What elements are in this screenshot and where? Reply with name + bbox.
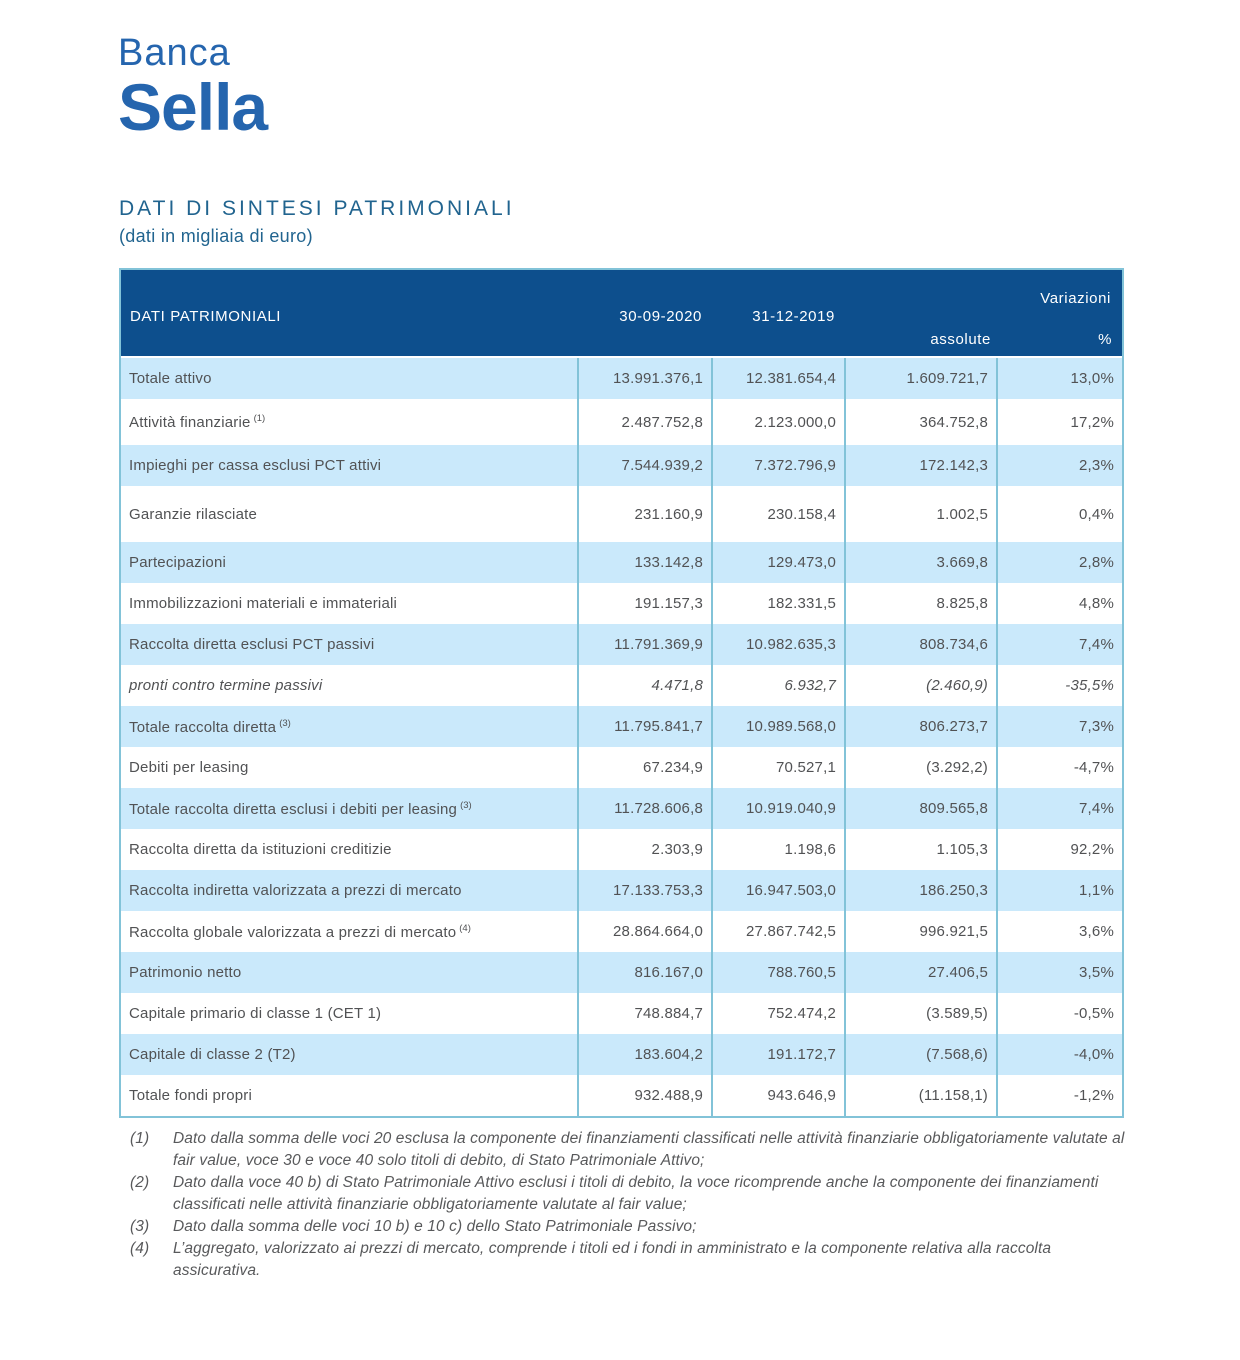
row-label — [121, 1034, 578, 1075]
table-body — [121, 358, 1122, 1116]
value-variazione-assoluta: 172.142,3 — [845, 445, 997, 486]
value-2020: 133.142,8 — [578, 542, 712, 583]
row-label — [121, 911, 578, 952]
value-variazione-percent: 2,3% — [997, 445, 1122, 486]
bank-logo — [118, 32, 268, 144]
row-label — [121, 706, 578, 747]
value-variazione-assoluta: 27.406,5 — [845, 952, 997, 993]
row-label — [121, 445, 578, 486]
value-variazione-assoluta: (7.568,6) — [845, 1034, 997, 1075]
table-row — [121, 665, 1122, 706]
value-2020: 11.728.606,8 — [578, 788, 712, 829]
value-variazione-percent: 3,6% — [997, 911, 1122, 952]
row-label — [121, 486, 578, 542]
value-variazione-assoluta: 808.734,6 — [845, 624, 997, 665]
row-label-text: Raccolta diretta esclusi PCT passivi — [129, 636, 375, 653]
value-2020: 4.471,8 — [578, 665, 712, 706]
value-variazione-assoluta: 809.565,8 — [845, 788, 997, 829]
value-variazione-assoluta: 1.105,3 — [845, 829, 997, 870]
value-variazione-assoluta: (11.158,1) — [845, 1075, 997, 1116]
table-row — [121, 1034, 1122, 1075]
value-variazione-percent: 4,8% — [997, 583, 1122, 624]
footnote-ref: (1) — [253, 413, 266, 424]
footnote-number: (2) — [130, 1174, 150, 1191]
value-variazione-assoluta: 1.609.721,7 — [845, 358, 997, 399]
row-label-text: Capitale di classe 2 (T2) — [129, 1046, 296, 1063]
value-2020: 2.487.752,8 — [578, 399, 712, 445]
row-label-text: Capitale primario di classe 1 (CET 1) — [129, 1005, 382, 1022]
value-2020: 7.544.939,2 — [578, 445, 712, 486]
value-variazione-percent: 2,8% — [997, 542, 1122, 583]
table-row — [121, 870, 1122, 911]
table-row — [121, 747, 1122, 788]
value-2019: 12.381.654,4 — [712, 358, 845, 399]
value-2020: 28.864.664,0 — [578, 911, 712, 952]
value-2019: 16.947.503,0 — [712, 870, 845, 911]
row-label-text: Partecipazioni — [129, 554, 227, 571]
table-row — [121, 445, 1122, 486]
header-variazioni: Variazioni — [1040, 290, 1111, 307]
value-variazione-percent: -1,2% — [997, 1075, 1122, 1116]
footnote-number: (4) — [130, 1240, 150, 1257]
balance-sheet-table — [119, 268, 1124, 1118]
row-label-text: Garanzie rilasciate — [129, 505, 258, 523]
value-2019: 7.372.796,9 — [712, 445, 845, 486]
table-row — [121, 583, 1122, 624]
value-variazione-assoluta: (3.589,5) — [845, 993, 997, 1034]
row-label-text: Totale raccolta diretta esclusi i debiti per leasing — [129, 800, 458, 818]
value-variazione-percent: 3,5% — [997, 952, 1122, 993]
table-row — [121, 1075, 1122, 1116]
row-label-text: Attività finanziarie — [129, 414, 251, 431]
header-date-2019: 31-12-2019 — [752, 308, 835, 325]
table-row — [121, 911, 1122, 952]
row-label — [121, 399, 578, 445]
row-label — [121, 788, 578, 829]
data-table — [121, 358, 1122, 1116]
value-2020: 11.791.369,9 — [578, 624, 712, 665]
value-2019: 70.527,1 — [712, 747, 845, 788]
value-2019: 943.646,9 — [712, 1075, 845, 1116]
footnote-item — [130, 1238, 1128, 1282]
footnote-text: Dato dalla somma delle voci 20 esclusa la componente dei finanziamenti classificati nelle attività finanziarie obbligatoriamente valutate al fair value, voce 30 e voce 40 solo titoli di debito, di Stato Patrimoniale Attivo; — [173, 1130, 1125, 1169]
row-label-text: Immobilizzazioni materiali e immateriali — [129, 595, 398, 612]
value-2020: 17.133.753,3 — [578, 870, 712, 911]
row-label — [121, 829, 578, 870]
value-variazione-percent: 0,4% — [997, 486, 1122, 542]
value-2019: 752.474,2 — [712, 993, 845, 1034]
row-label-text: Raccolta indiretta valorizzata a prezzi di mercato — [129, 882, 462, 899]
footnote-text: Dato dalla voce 40 b) di Stato Patrimoniale Attivo esclusi i titoli di debito, la voce ricomprende anche la componente dei finanziamenti classificati nelle attività finanziarie obbligatoriamente valutate al fair value; — [173, 1174, 1099, 1213]
value-2020: 13.991.376,1 — [578, 358, 712, 399]
value-variazione-assoluta: 186.250,3 — [845, 870, 997, 911]
row-label-text: pronti contro termine passivi — [129, 677, 323, 694]
value-2020: 748.884,7 — [578, 993, 712, 1034]
value-2019: 27.867.742,5 — [712, 911, 845, 952]
row-label-text: Totale fondi propri — [129, 1087, 253, 1104]
value-variazione-assoluta: (2.460,9) — [845, 665, 997, 706]
table-row — [121, 542, 1122, 583]
footnote-number: (3) — [130, 1218, 150, 1235]
value-variazione-percent: -4,7% — [997, 747, 1122, 788]
footnotes — [130, 1128, 1128, 1282]
value-2019: 2.123.000,0 — [712, 399, 845, 445]
value-2019: 10.982.635,3 — [712, 624, 845, 665]
row-label — [121, 358, 578, 399]
row-label — [121, 583, 578, 624]
table-row — [121, 788, 1122, 829]
table-row — [121, 952, 1122, 993]
value-2019: 182.331,5 — [712, 583, 845, 624]
row-label-text: Totale attivo — [129, 370, 212, 387]
footnote-number: (1) — [130, 1130, 150, 1147]
table-row — [121, 399, 1122, 445]
row-label-text: Raccolta diretta da istituzioni creditizie — [129, 841, 392, 858]
footnote-ref: (4) — [459, 922, 471, 934]
value-2020: 183.604,2 — [578, 1034, 712, 1075]
footnote-item — [130, 1216, 1128, 1238]
table-row — [121, 706, 1122, 747]
value-variazione-percent: 1,1% — [997, 870, 1122, 911]
row-label-text: Totale raccolta diretta — [129, 718, 277, 736]
row-label-text: Impieghi per cassa esclusi PCT attivi — [129, 457, 382, 474]
footnote-ref: (3) — [460, 799, 472, 811]
value-2020: 2.303,9 — [578, 829, 712, 870]
value-variazione-assoluta: 364.752,8 — [845, 399, 997, 445]
value-variazione-percent: 7,4% — [997, 624, 1122, 665]
value-2019: 191.172,7 — [712, 1034, 845, 1075]
value-2020: 932.488,9 — [578, 1075, 712, 1116]
row-label — [121, 993, 578, 1034]
value-2019: 6.932,7 — [712, 665, 845, 706]
logo-text-sella: Sella — [118, 70, 268, 144]
table-row — [121, 486, 1122, 542]
value-variazione-assoluta: 996.921,5 — [845, 911, 997, 952]
value-2019: 10.919.040,9 — [712, 788, 845, 829]
row-label — [121, 1075, 578, 1116]
value-variazione-percent: 7,4% — [997, 788, 1122, 829]
value-2019: 129.473,0 — [712, 542, 845, 583]
footnote-ref: (3) — [279, 717, 291, 729]
value-2020: 11.795.841,7 — [578, 706, 712, 747]
row-label — [121, 952, 578, 993]
header-dati-patrimoniali: DATI PATRIMONIALI — [130, 308, 282, 325]
value-variazione-percent: 92,2% — [997, 829, 1122, 870]
footnote-item — [130, 1172, 1128, 1216]
page-title: DATI DI SINTESI PATRIMONIALI — [119, 197, 515, 220]
row-label — [121, 542, 578, 583]
value-2020: 191.157,3 — [578, 583, 712, 624]
row-label-text: Raccolta globale valorizzata a prezzi di mercato — [129, 923, 457, 941]
value-2020: 231.160,9 — [578, 486, 712, 542]
value-2019: 10.989.568,0 — [712, 706, 845, 747]
value-variazione-percent: -4,0% — [997, 1034, 1122, 1075]
value-2020: 816.167,0 — [578, 952, 712, 993]
table-row — [121, 829, 1122, 870]
table-header — [121, 270, 1122, 358]
page-subtitle: (dati in migliaia di euro) — [119, 226, 313, 246]
row-label — [121, 624, 578, 665]
row-label-text: Debiti per leasing — [129, 759, 249, 776]
value-2019: 1.198,6 — [712, 829, 845, 870]
value-variazione-percent: -35,5% — [997, 665, 1122, 706]
value-2020: 67.234,9 — [578, 747, 712, 788]
value-variazione-percent: 7,3% — [997, 706, 1122, 747]
value-2019: 788.760,5 — [712, 952, 845, 993]
value-variazione-percent: 17,2% — [997, 399, 1122, 445]
table-row — [121, 624, 1122, 665]
footnote-text: L’aggregato, valorizzato ai prezzi di mercato, comprende i titoli ed i fondi in amministrato e la componente relativa alla raccolta assicurativa. — [173, 1240, 1052, 1279]
logo-text-banca: Banca — [118, 32, 231, 74]
header-percent: % — [1098, 331, 1112, 348]
value-2019: 230.158,4 — [712, 486, 845, 542]
table-row — [121, 358, 1122, 399]
row-label — [121, 870, 578, 911]
row-label-text: Patrimonio netto — [129, 964, 242, 981]
row-label — [121, 665, 578, 706]
value-variazione-percent: -0,5% — [997, 993, 1122, 1034]
footnote-item — [130, 1128, 1128, 1172]
value-variazione-assoluta: 8.825,8 — [845, 583, 997, 624]
table-row — [121, 993, 1122, 1034]
footnote-text: Dato dalla somma delle voci 10 b) e 10 c) dello Stato Patrimoniale Passivo; — [173, 1218, 697, 1235]
value-variazione-assoluta: (3.292,2) — [845, 747, 997, 788]
value-variazione-assoluta: 3.669,8 — [845, 542, 997, 583]
header-assolute: assolute — [930, 331, 991, 348]
row-label — [121, 747, 578, 788]
value-variazione-assoluta: 1.002,5 — [845, 486, 997, 542]
header-date-2020: 30-09-2020 — [619, 308, 702, 325]
value-variazione-assoluta: 806.273,7 — [845, 706, 997, 747]
value-variazione-percent: 13,0% — [997, 358, 1122, 399]
